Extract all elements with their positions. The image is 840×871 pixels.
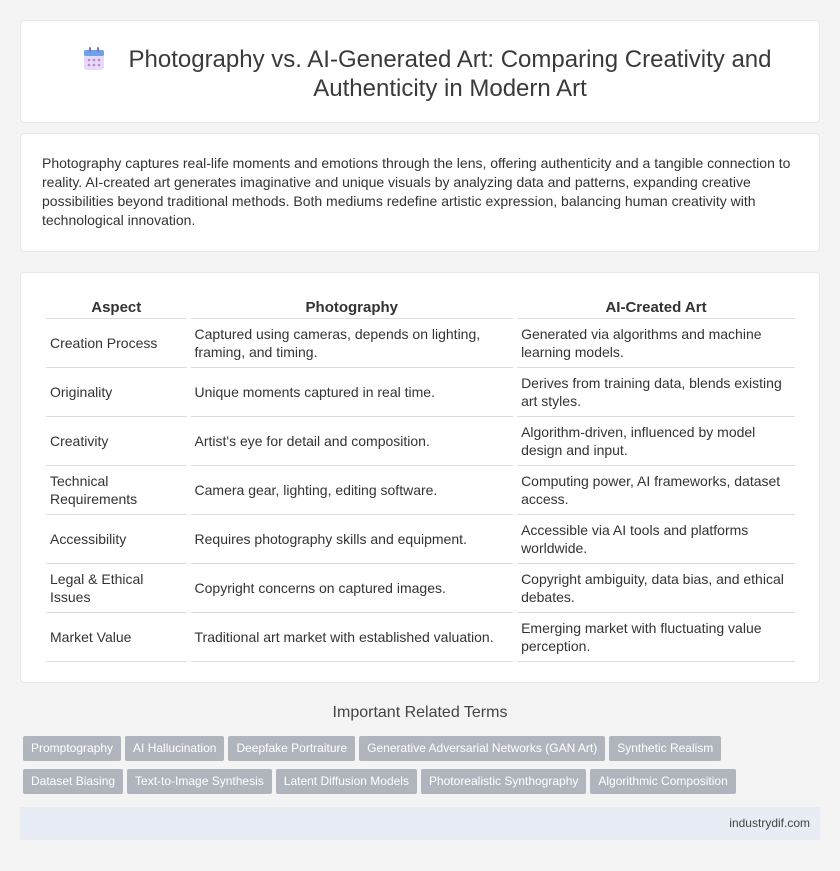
table-cell-ai-art: Copyright ambiguity, data bias, and ethical debates. xyxy=(517,564,795,613)
table-row xyxy=(46,466,795,515)
header-aspect: Aspect xyxy=(46,295,187,319)
related-term-tag[interactable]: Text-to-Image Synthesis xyxy=(127,769,272,794)
table-cell-photography: Artist's eye for detail and composition. xyxy=(191,417,514,466)
table-cell-aspect: Creativity xyxy=(46,417,187,466)
table-cell-aspect: Accessibility xyxy=(46,515,187,564)
table-cell-ai-art: Computing power, AI frameworks, dataset access. xyxy=(517,466,795,515)
table-cell-aspect: Originality xyxy=(46,368,187,417)
intro-card xyxy=(20,133,820,252)
intro-paragraph: Photography captures real-life moments and emotions through the lens, offering authenticity and a tangible connection to reality. AI-created art generates imaginative and unique visuals by analyzing data and patterns, expanding creative possibilities beyond traditional methods. Both mediums redefine artistic expression, balancing human creativity with technological innovation. xyxy=(42,155,791,228)
related-term-tag[interactable]: Algorithmic Composition xyxy=(590,769,735,794)
header-ai-created-art: AI-Created Art xyxy=(517,295,795,319)
table-cell-ai-art: Derives from training data, blends existing art styles. xyxy=(517,368,795,417)
table-cell-photography: Unique moments captured in real time. xyxy=(191,368,514,417)
related-term-tag[interactable]: Dataset Biasing xyxy=(23,769,123,794)
related-term-tag[interactable]: Photorealistic Synthography xyxy=(421,769,586,794)
table-cell-photography: Requires photography skills and equipment. xyxy=(191,515,514,564)
table-cell-aspect: Legal & Ethical Issues xyxy=(46,564,187,613)
related-term-tag[interactable]: AI Hallucination xyxy=(125,736,224,761)
related-term-tag[interactable]: Latent Diffusion Models xyxy=(276,769,417,794)
table-cell-aspect: Market Value xyxy=(46,613,187,662)
related-terms-heading: Important Related Terms xyxy=(332,704,508,721)
related-term-tag[interactable]: Synthetic Realism xyxy=(609,736,721,761)
comparison-table-card xyxy=(20,272,820,683)
table-row xyxy=(46,564,795,613)
table-row xyxy=(46,319,795,368)
footer-site-name[interactable]: industrydif.com xyxy=(729,816,810,830)
related-term-tag[interactable]: Deepfake Portraiture xyxy=(228,736,355,761)
table-cell-photography: Traditional art market with established valuation. xyxy=(191,613,514,662)
table-cell-aspect: Technical Requirements xyxy=(46,466,187,515)
comparison-table xyxy=(42,295,799,662)
table-cell-ai-art: Generated via algorithms and machine learning models. xyxy=(517,319,795,368)
table-cell-aspect: Creation Process xyxy=(46,319,187,368)
table-cell-photography: Camera gear, lighting, editing software. xyxy=(191,466,514,515)
footer xyxy=(20,807,820,840)
related-term-tag[interactable]: Promptography xyxy=(23,736,121,761)
table-cell-photography: Copyright concerns on captured images. xyxy=(191,564,514,613)
title-card xyxy=(20,20,820,123)
page-title: Photography vs. AI-Generated Art: Comparing Creativity and Authenticity in Modern Art xyxy=(128,46,772,102)
related-terms-tags xyxy=(23,736,763,802)
table-cell-ai-art: Emerging market with fluctuating value perception. xyxy=(517,613,795,662)
table-header-row xyxy=(46,295,795,319)
table-row xyxy=(46,515,795,564)
header-photography: Photography xyxy=(191,295,514,319)
table-cell-ai-art: Algorithm-driven, influenced by model design and input. xyxy=(517,417,795,466)
table-cell-ai-art: Accessible via AI tools and platforms worldwide. xyxy=(517,515,795,564)
table-cell-photography: Captured using cameras, depends on lighting, framing, and timing. xyxy=(191,319,514,368)
table-row xyxy=(46,613,795,662)
table-row xyxy=(46,417,795,466)
table-row xyxy=(46,368,795,417)
related-term-tag[interactable]: Generative Adversarial Networks (GAN Art) xyxy=(359,736,605,761)
